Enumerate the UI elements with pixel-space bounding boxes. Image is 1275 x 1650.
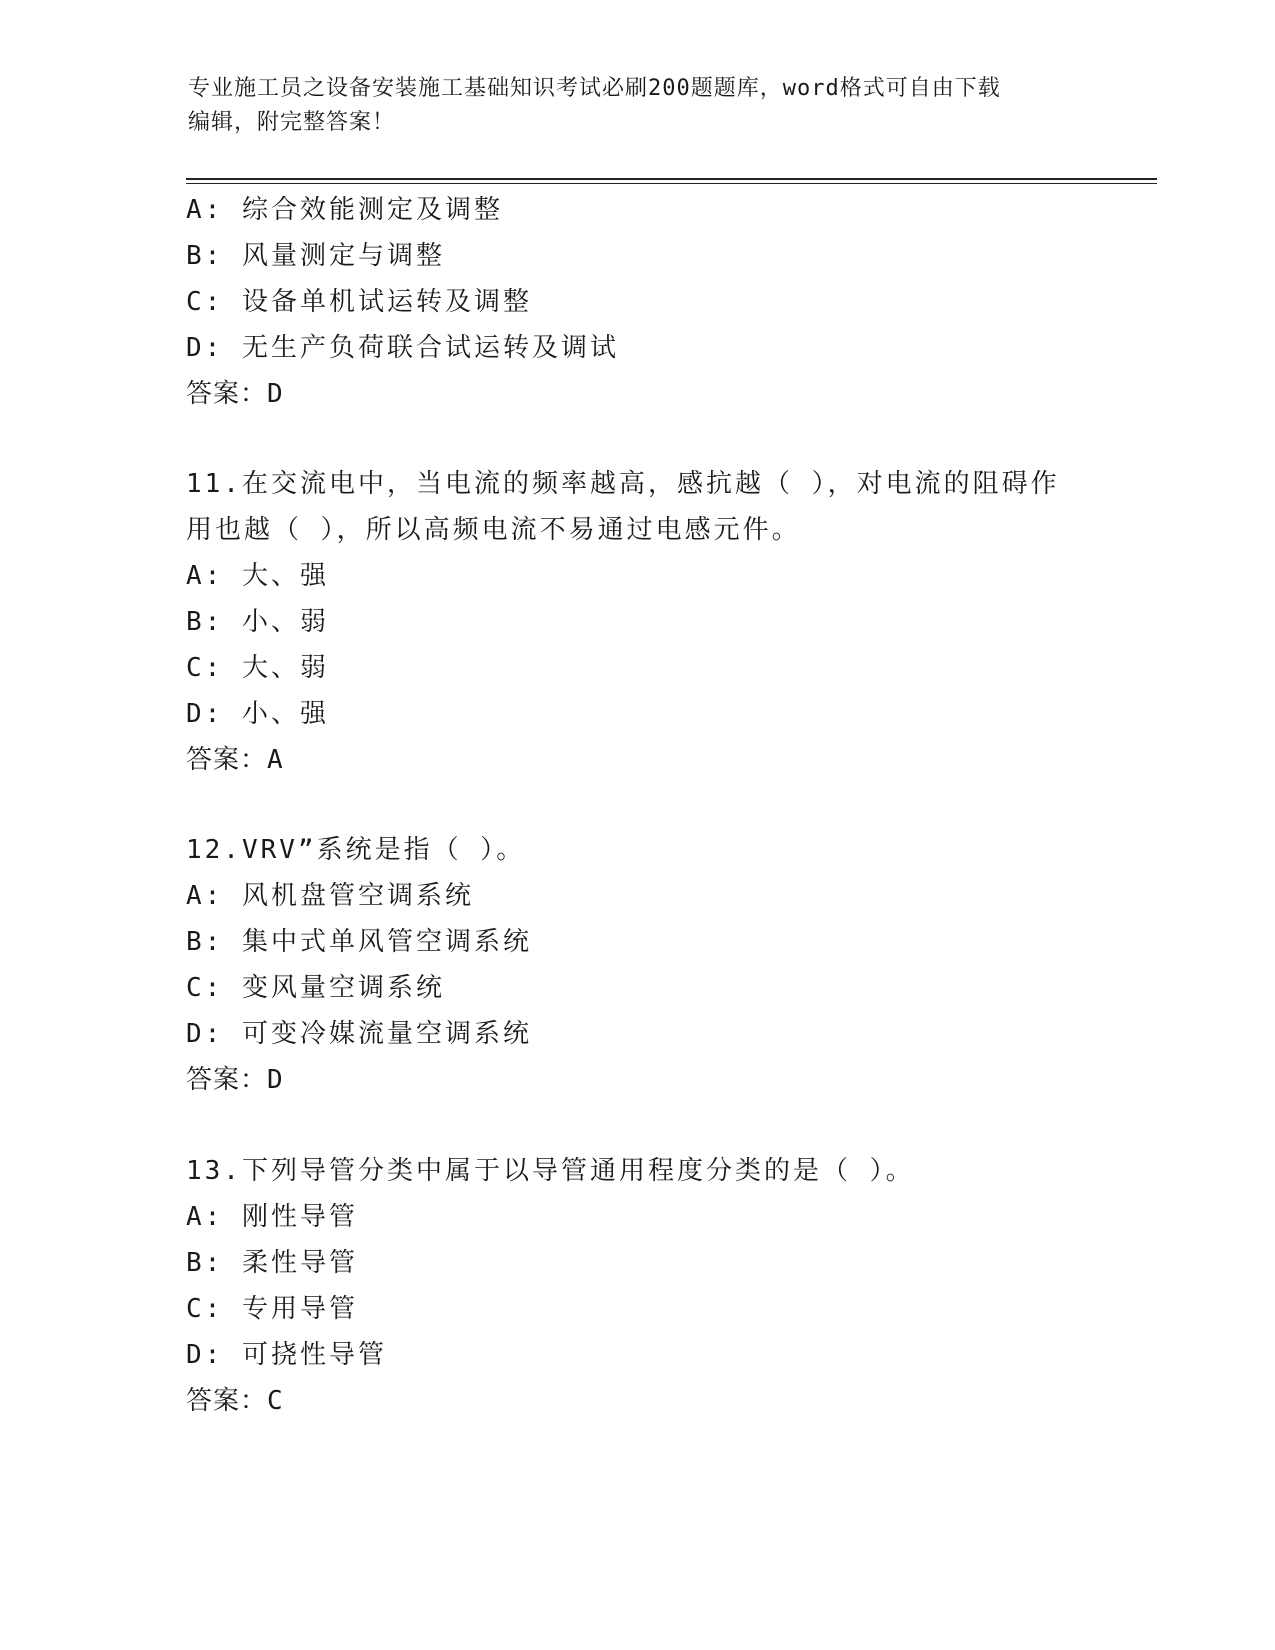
q11-answer xyxy=(186,744,284,776)
q12-option-c: C: 变风量空调系统 xyxy=(186,973,445,1003)
q13-option-d: D: 可挠性导管 xyxy=(186,1340,387,1370)
q13-option-a: A: 刚性导管 xyxy=(186,1202,358,1232)
answer-value: A xyxy=(267,745,284,775)
q11-option-a: A: 大、强 xyxy=(186,561,329,591)
q11-stem-line-2: 用也越（ ），所以高频电流不易通过电感元件。 xyxy=(186,515,801,545)
answer-label: 答案： xyxy=(186,1386,268,1416)
answer-label: 答案： xyxy=(186,745,268,775)
header-line-1: 专业施工员之设备安装施工基础知识考试必刷200题题库，word格式可自由下载 xyxy=(188,76,1001,101)
q11-option-b: B: 小、弱 xyxy=(186,607,329,637)
answer-value: C xyxy=(267,1386,284,1416)
document-header xyxy=(188,72,1088,140)
q13-option-c: C: 专用导管 xyxy=(186,1294,358,1324)
answer-label: 答案： xyxy=(186,1065,268,1095)
answer-value: D xyxy=(267,1065,284,1095)
q12-option-b: B: 集中式单风管空调系统 xyxy=(186,927,532,957)
q12-option-d: D: 可变冷媒流量空调系统 xyxy=(186,1019,532,1049)
q10-answer xyxy=(186,378,284,410)
q11-option-d: D: 小、强 xyxy=(186,699,329,729)
q12-answer xyxy=(186,1064,284,1096)
header-divider-thin xyxy=(186,183,1157,184)
header-divider xyxy=(186,178,1157,180)
q13-option-b: B: 柔性导管 xyxy=(186,1248,358,1278)
q12-option-a: A: 风机盘管空调系统 xyxy=(186,881,474,911)
q13-answer xyxy=(186,1385,284,1417)
q13-stem-line-1: 13.下列导管分类中属于以导管通用程度分类的是（ ）。 xyxy=(186,1156,915,1186)
q11-stem-line-1: 11.在交流电中，当电流的频率越高，感抗越（ ），对电流的阻碍作 xyxy=(186,469,1060,499)
q10-option-b: B: 风量测定与调整 xyxy=(186,241,445,271)
answer-label: 答案： xyxy=(186,379,268,409)
header-line-2: 编辑，附完整答案！ xyxy=(188,110,396,135)
q12-stem-line-1: 12.VRV”系统是指（ ）。 xyxy=(186,835,526,865)
answer-value: D xyxy=(267,379,284,409)
q10-option-a: A: 综合效能测定及调整 xyxy=(186,195,503,225)
q11-option-c: C: 大、弱 xyxy=(186,653,329,683)
q10-option-c: C: 设备单机试运转及调整 xyxy=(186,287,532,317)
q10-option-d: D: 无生产负荷联合试运转及调试 xyxy=(186,333,619,363)
